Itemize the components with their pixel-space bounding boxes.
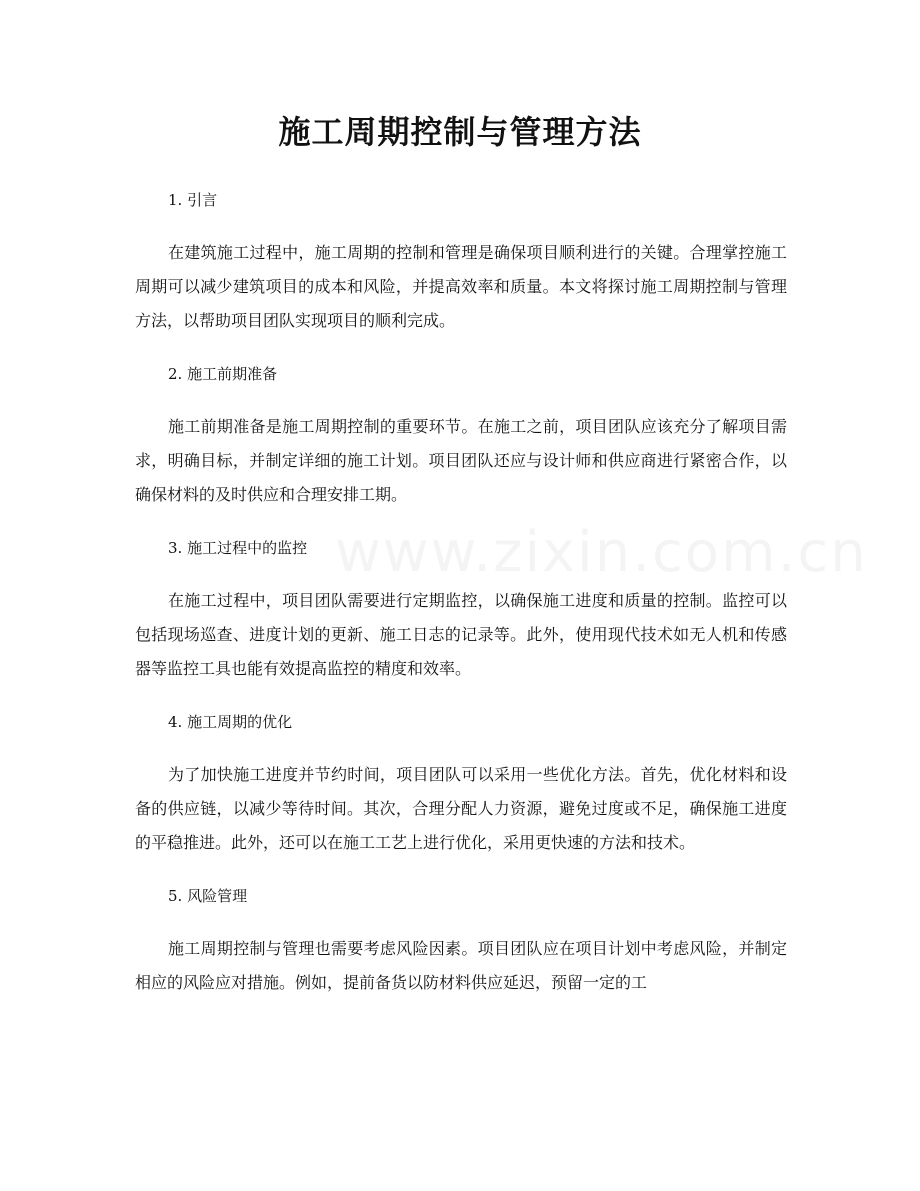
document-body	[135, 184, 787, 1020]
section-heading: 3. 施工过程中的监控	[168, 539, 308, 557]
section-optimization	[135, 706, 787, 860]
section-paragraph: 施工周期控制与管理也需要考虑风险因素。项目团队应在项目计划中考虑风险，并制定相应的风险应对措施。例如，提前备货以防材料供应延迟，预留一定的工	[135, 939, 787, 992]
section-heading: 5. 风险管理	[168, 887, 248, 905]
section-preparation	[135, 358, 787, 512]
section-heading: 2. 施工前期准备	[168, 365, 278, 383]
section-monitoring	[135, 532, 787, 686]
section-heading: 4. 施工周期的优化	[168, 713, 293, 731]
section-paragraph: 为了加快施工进度并节约时间，项目团队可以采用一些优化方法。首先，优化材料和设备的供应链，以减少等待时间。其次，合理分配人力资源，避免过度或不足，确保施工进度的平稳推进。此外，还可以在施工工艺上进行优化，采用更快速的方法和技术。	[135, 765, 787, 852]
section-paragraph: 在建筑施工过程中，施工周期的控制和管理是确保项目顺利进行的关键。合理掌控施工周期可以减少建筑项目的成本和风险，并提高效率和质量。本文将探讨施工周期控制与管理方法，以帮助项目团队实现项目的顺利完成。	[135, 243, 787, 330]
section-heading: 1. 引言	[168, 191, 218, 209]
section-introduction	[135, 184, 787, 338]
document-title: 施工周期控制与管理方法	[278, 113, 642, 151]
section-paragraph: 在施工过程中，项目团队需要进行定期监控，以确保施工进度和质量的控制。监控可以包括现场巡查、进度计划的更新、施工日志的记录等。此外，使用现代技术如无人机和传感器等监控工具也能有效提高监控的精度和效率。	[135, 591, 787, 678]
section-paragraph: 施工前期准备是施工周期控制的重要环节。在施工之前，项目团队应该充分了解项目需求，明确目标，并制定详细的施工计划。项目团队还应与设计师和供应商进行紧密合作，以确保材料的及时供应和合理安排工期。	[135, 417, 787, 504]
section-risk-management	[135, 880, 787, 1000]
